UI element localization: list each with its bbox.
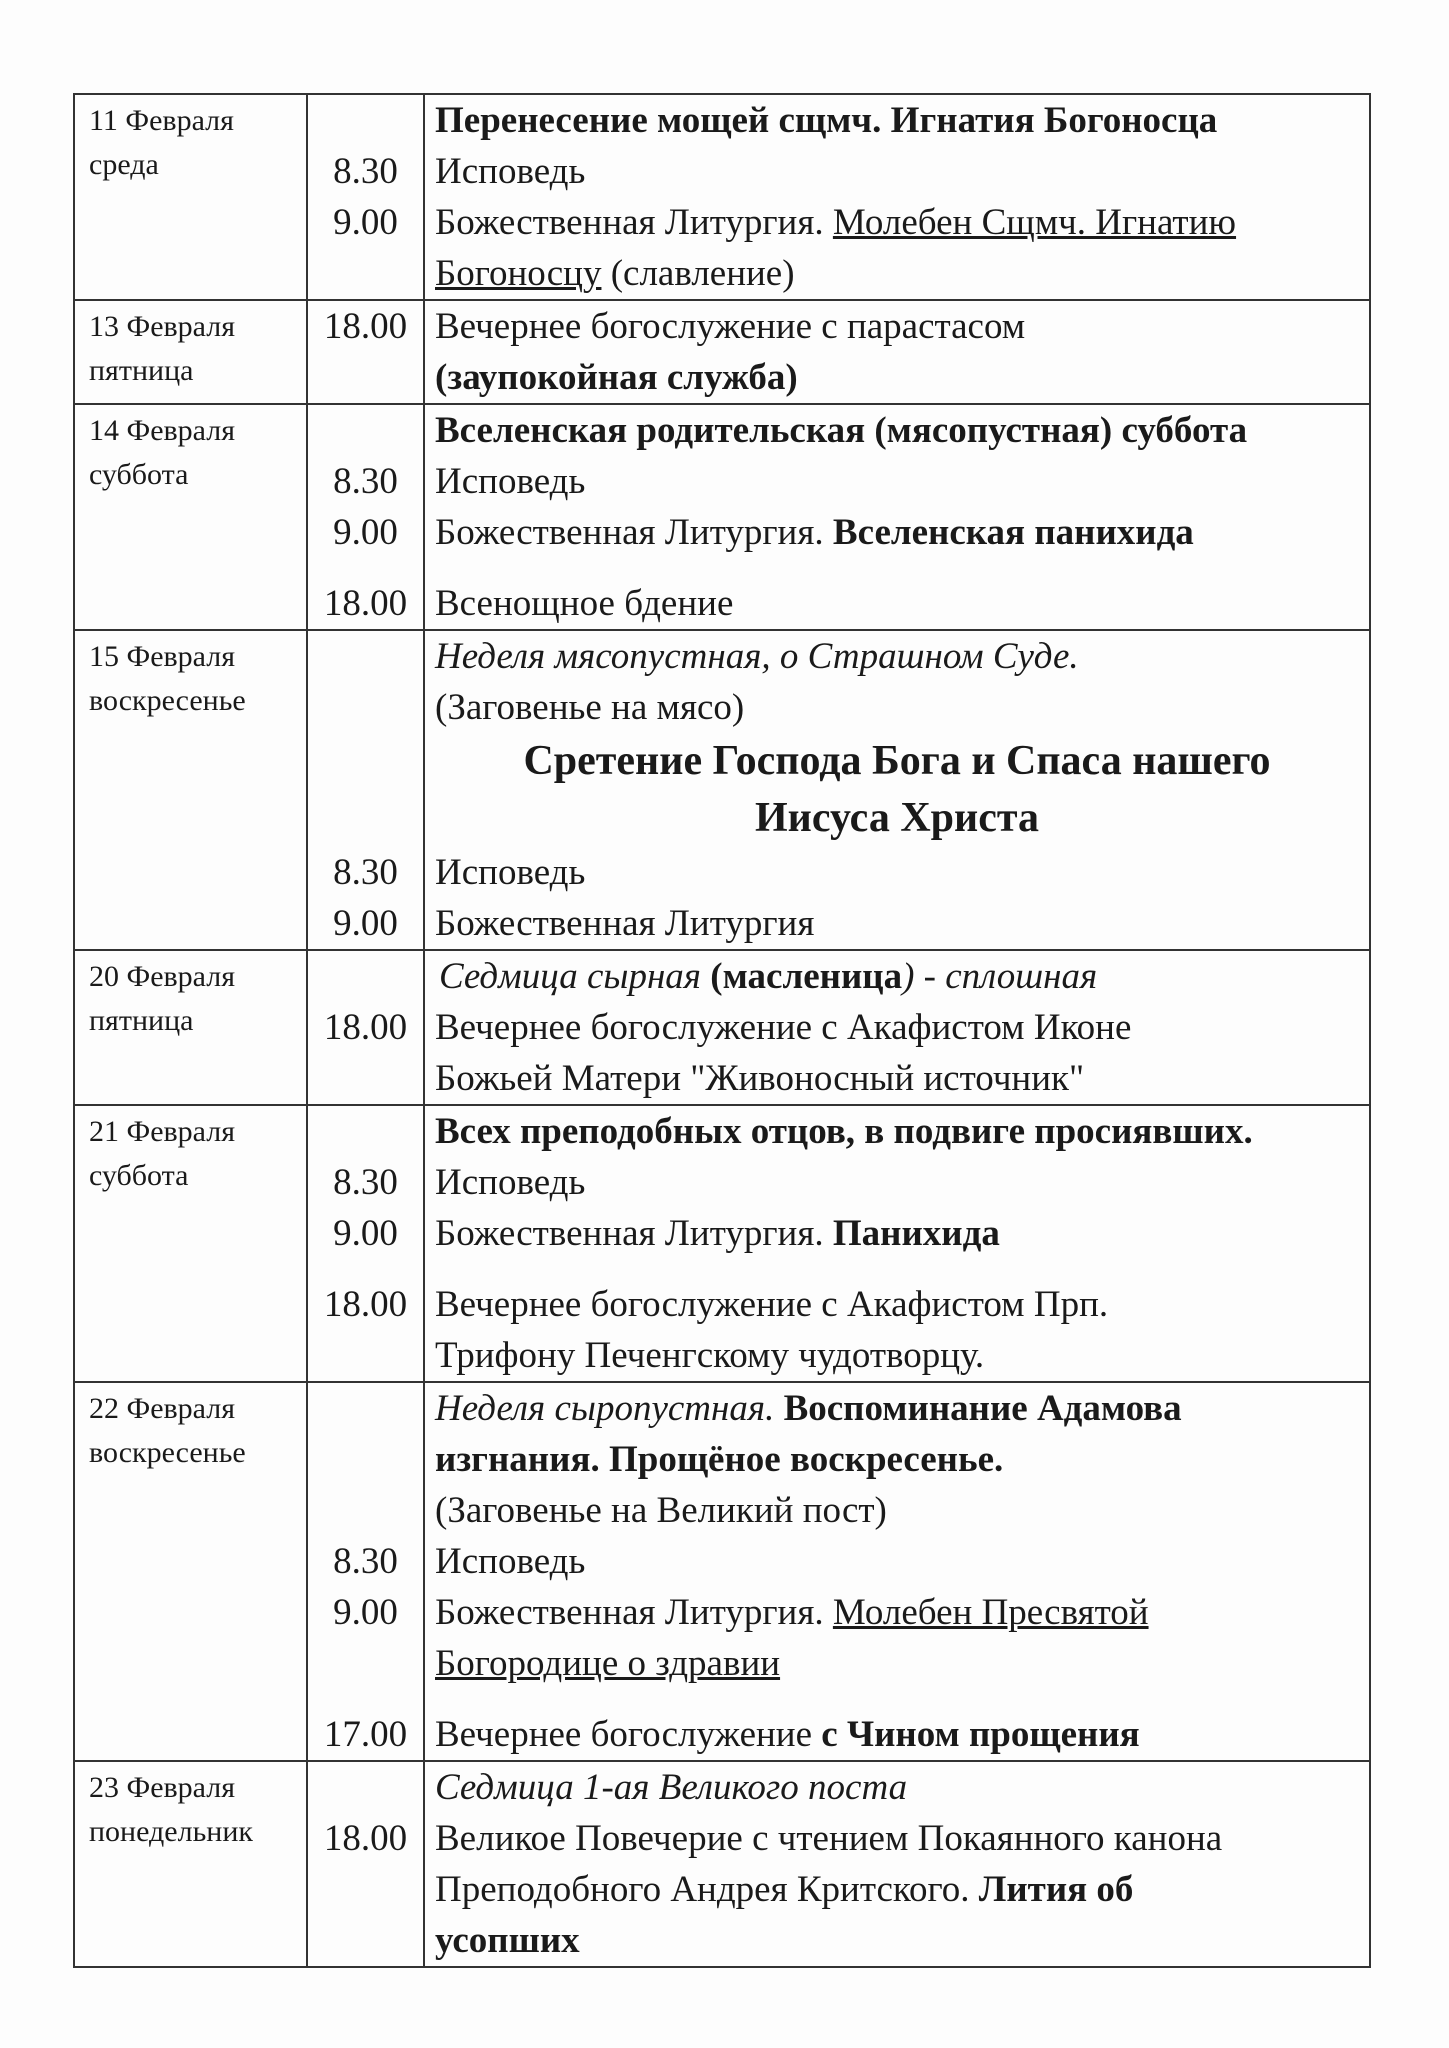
event-text: Божественная Литургия [435,903,815,944]
time-label: 18.00 [323,306,408,347]
table-row [74,950,1370,1105]
event-text: Трифону Печенгскому чудотворцу. [435,1335,985,1376]
week-title: ) - сплошная [902,956,1098,997]
event-cell [424,630,1370,950]
time-cell [307,404,424,630]
event-text-bold: изгнания. Прощёное воскресенье. [435,1439,1004,1480]
event-text: Божественная Литургия. [435,1592,833,1633]
event-text-underlined: Богородице о здравии [435,1643,781,1684]
date-label: 13 Февраля [89,310,236,343]
event-line [425,1709,1369,1760]
table-row [74,94,1370,300]
event-text-bold: с Чином прощения [821,1714,1140,1755]
event-text: Божьей Матери "Живоносный источник" [435,1058,1085,1099]
event-cell [424,404,1370,630]
time-label: 9.00 [333,903,398,944]
event-text: Великое Повечерие с чтением Покаянного канона [435,1818,1223,1859]
date-cell [74,94,307,300]
event-line [425,507,1369,558]
event-line [425,197,1369,248]
time-label: 9.00 [333,202,398,243]
service-schedule-table [73,93,1371,1968]
event-text: (славление) [601,253,795,294]
weekday-label: суббота [89,458,189,491]
event-text: Вечернее богослужение [435,1714,822,1755]
feast-title: Перенесение мощей сщмч. Игнатия Богоносца [435,100,1218,141]
feast-title: Всех преподобных отцов, в подвиге просиявших. [435,1111,1253,1152]
event-line [425,1864,1369,1915]
time-cell [307,300,424,404]
time-label: 9.00 [333,512,398,553]
table-row [74,630,1370,950]
sunday-title: Неделя мясопустная, о Страшном Суде. [435,636,1079,677]
event-cell [424,950,1370,1105]
great-feast-title: Иисуса Христа [755,795,1039,841]
weekday-label: среда [89,148,159,181]
feast-title: Вселенская родительская (мясопустная) суббота [435,410,1248,451]
event-cell [424,94,1370,300]
event-text-bold: (заупокойная служба) [435,357,798,398]
event-text-bold: (масленица [710,956,903,997]
date-cell [74,1382,307,1761]
weekday-label: воскресенье [89,1436,246,1469]
time-label: 8.30 [333,151,398,192]
event-text: (Заговенье на мясо) [435,687,745,728]
time-cell [307,630,424,950]
date-cell [74,404,307,630]
event-text: Божественная Литургия. [435,202,833,243]
event-line [425,1587,1369,1638]
time-label: 9.00 [333,1592,398,1633]
table-row [74,1382,1370,1761]
event-text-bold: Лития об [978,1869,1134,1910]
event-text-underlined: Молебен Сщмч. Игнатию [832,202,1237,243]
time-label: 18.00 [323,1284,408,1325]
weekday-label: суббота [89,1159,189,1192]
weekday-label: пятница [89,354,194,387]
date-label: 11 Февраля [89,104,234,137]
date-cell [74,1105,307,1382]
table-row [74,1761,1370,1967]
date-label: 15 Февраля [89,640,236,673]
event-cell [424,1105,1370,1382]
event-text: Вечернее богослужение с Акафистом Иконе [435,1007,1132,1048]
event-cell [424,1382,1370,1761]
time-cell [307,1382,424,1761]
great-feast-title: Сретение Господа Бога и Спаса нашего [523,738,1271,784]
time-cell [307,1761,424,1967]
event-text: (Заговенье на Великий пост) [435,1490,887,1531]
time-label: 8.30 [333,1541,398,1582]
weekday-label: понедельник [89,1815,253,1848]
time-label: 18.00 [323,1818,408,1859]
event-text: Всенощное бдение [435,583,734,624]
date-cell [74,1761,307,1967]
event-line [425,1208,1369,1259]
date-cell [74,630,307,950]
event-text: Исповедь [435,1541,586,1582]
event-text: Исповедь [435,852,586,893]
time-cell [307,94,424,300]
time-label: 9.00 [333,1213,398,1254]
date-cell [74,300,307,404]
event-line [425,1383,1369,1434]
sunday-title: Неделя сыропустная. [435,1388,784,1429]
date-label: 14 Февраля [89,414,236,447]
time-cell [307,1105,424,1382]
date-cell [74,950,307,1105]
event-text-bold: Панихида [832,1213,1000,1254]
event-cell [424,300,1370,404]
time-label: 8.30 [333,1162,398,1203]
event-cell [424,1761,1370,1967]
week-title: Седмица сырная [439,956,711,997]
time-cell [307,950,424,1105]
event-text-bold: Воспоминание Адамова [783,1388,1182,1429]
table-row [74,1105,1370,1382]
event-text-bold: Вселенская панихида [832,512,1194,553]
date-label: 21 Февраля [89,1115,236,1148]
date-label: 22 Февраля [89,1392,236,1425]
table-row [74,404,1370,630]
event-text-underlined: Молебен Пресвятой [832,1592,1149,1633]
weekday-label: пятница [89,1004,194,1037]
date-label: 20 Февраля [89,960,236,993]
event-text: Преподобного Андрея Критского. [435,1869,979,1910]
event-text-underlined: Богоносцу [435,253,602,294]
event-text: Вечернее богослужение с парастасом [435,306,1026,347]
time-label: 8.30 [333,461,398,502]
event-text: Исповедь [435,1162,586,1203]
time-label: 18.00 [323,583,408,624]
weekday-label: воскресенье [89,684,246,717]
week-title: Седмица 1-ая Великого поста [435,1767,908,1808]
event-line [425,951,1369,1002]
date-label: 23 Февраля [89,1771,236,1804]
event-text: Исповедь [435,151,586,192]
event-text: Божественная Литургия. [435,512,833,553]
event-text: Исповедь [435,461,586,502]
time-label: 8.30 [333,852,398,893]
table-row [74,300,1370,404]
event-text: Вечернее богослужение с Акафистом Прп. [435,1284,1109,1325]
time-label: 18.00 [323,1007,408,1048]
event-text: Божественная Литургия. [435,1213,833,1254]
event-line [425,248,1369,299]
time-label: 17.00 [323,1714,408,1755]
event-text-bold: усопших [435,1920,580,1961]
